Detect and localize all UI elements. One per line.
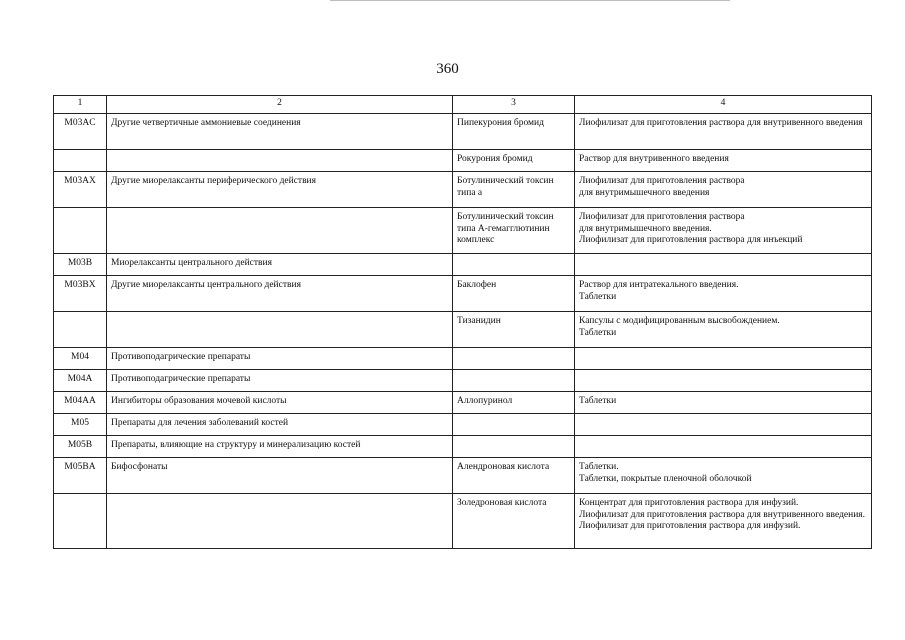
group-name-cell: Препараты для лечения заболеваний костей xyxy=(107,414,453,436)
atc-code-cell: M05BA xyxy=(54,458,107,494)
drug-name-cell: Ботулинический токсин типа А-гемагглютинин комплекс xyxy=(453,208,575,254)
drug-name-cell xyxy=(453,436,575,458)
header-cell-2: 2 xyxy=(107,96,453,114)
drug-name-cell: Ботулинический токсин типа а xyxy=(453,172,575,208)
drug-name-cell xyxy=(453,254,575,276)
table-row xyxy=(54,150,872,172)
drug-name-cell: Пипекурония бромид xyxy=(453,114,575,150)
dosage-form-line: Таблетки. xyxy=(579,462,619,472)
group-name-cell: Противоподагрические препараты xyxy=(107,348,453,370)
atc-code-cell: M04 xyxy=(54,348,107,370)
atc-code-cell xyxy=(54,312,107,348)
atc-code-cell: M04A xyxy=(54,370,107,392)
atc-code-cell: M05B xyxy=(54,436,107,458)
group-name-cell: Миорелаксанты центрального действия xyxy=(107,254,453,276)
table-row xyxy=(54,276,872,312)
table-row xyxy=(54,348,872,370)
group-name-cell: Другие четвертичные аммониевые соединения xyxy=(107,114,453,150)
dosage-form-line: для внутримышечного введения. xyxy=(579,223,712,234)
table-row xyxy=(54,370,872,392)
drug-table xyxy=(53,95,872,549)
dosage-form-line: Лиофилизат для приготовления раствора для внутривенного введения. xyxy=(579,509,866,520)
dosage-form-cell xyxy=(575,312,872,348)
drug-name-cell: Тизанидин xyxy=(453,312,575,348)
atc-code-cell: M05 xyxy=(54,414,107,436)
drug-name-cell: Аллопуринол xyxy=(453,392,575,414)
dosage-form-cell xyxy=(575,254,872,276)
atc-code-cell: M04AA xyxy=(54,392,107,414)
atc-code-cell: M03BX xyxy=(54,276,107,312)
dosage-form-cell xyxy=(575,414,872,436)
dosage-form-cell xyxy=(575,370,872,392)
dosage-form-cell xyxy=(575,392,872,414)
dosage-form-cell xyxy=(575,494,872,549)
dosage-form-line: Лиофилизат для приготовления раствора для инъекций xyxy=(579,235,803,245)
drug-name-cell: Рокурония бромид xyxy=(453,150,575,172)
dosage-form-line: Таблетки xyxy=(579,396,617,406)
drug-name-cell xyxy=(453,414,575,436)
drug-name-cell: Алендроновая кислота xyxy=(453,458,575,494)
dosage-form-line: Лиофилизат для приготовления раствора для внутривенного введения xyxy=(579,118,863,128)
dosage-form-line: Капсулы с модифицированным высвобождением. xyxy=(579,316,780,326)
group-name-cell xyxy=(107,312,453,348)
group-name-cell: Ингибиторы образования мочевой кислоты xyxy=(107,392,453,414)
table-row xyxy=(54,114,872,150)
atc-code-cell: M03B xyxy=(54,254,107,276)
dosage-form-line: Лиофилизат для приготовления раствора xyxy=(579,176,745,186)
dosage-form-line: Раствор для внутривенного введения xyxy=(579,154,729,164)
dosage-form-cell xyxy=(575,150,872,172)
dosage-form-cell xyxy=(575,172,872,208)
header-row xyxy=(54,96,872,114)
table-row xyxy=(54,172,872,208)
dosage-form-line: Лиофилизат для приготовления раствора xyxy=(579,212,745,222)
dosage-form-line: Таблетки xyxy=(579,327,617,338)
atc-code-cell xyxy=(54,150,107,172)
group-name-cell: Противоподагрические препараты xyxy=(107,370,453,392)
group-name-cell xyxy=(107,494,453,549)
table-row xyxy=(54,392,872,414)
table-row xyxy=(54,414,872,436)
dosage-form-line: Таблетки xyxy=(579,291,617,302)
header-cell-4: 4 xyxy=(575,96,872,114)
drug-name-cell xyxy=(453,348,575,370)
table-row xyxy=(54,312,872,348)
group-name-cell xyxy=(107,150,453,172)
atc-code-cell: M03AC xyxy=(54,114,107,150)
group-name-cell: Бифосфонаты xyxy=(107,458,453,494)
dosage-form-line: для внутримышечного введения xyxy=(579,187,710,198)
dosage-form-line: Концентрат для приготовления раствора для инфузий. xyxy=(579,498,799,508)
table-body xyxy=(54,96,872,549)
table-row xyxy=(54,458,872,494)
table-row xyxy=(54,254,872,276)
group-name-cell xyxy=(107,208,453,254)
dosage-form-cell xyxy=(575,276,872,312)
atc-code-cell: M03AX xyxy=(54,172,107,208)
dosage-form-cell xyxy=(575,114,872,150)
group-name-cell: Другие миорелаксанты периферического действия xyxy=(107,172,453,208)
table-row xyxy=(54,494,872,549)
header-cell-1: 1 xyxy=(54,96,107,114)
atc-code-cell xyxy=(54,208,107,254)
dosage-form-line: Лиофилизат для приготовления раствора для инфузий. xyxy=(579,521,801,531)
drug-name-cell: Золедроновая кислота xyxy=(453,494,575,549)
header-cell-3: 3 xyxy=(453,96,575,114)
dosage-form-cell xyxy=(575,458,872,494)
dosage-form-line: Раствор для интратекального введения. xyxy=(579,280,739,290)
dosage-form-cell xyxy=(575,208,872,254)
table-row xyxy=(54,208,872,254)
dosage-form-line: Таблетки, покрытые пленочной оболочкой xyxy=(579,473,752,484)
drug-name-cell: Баклофен xyxy=(453,276,575,312)
page-number: 360 xyxy=(436,61,459,77)
drug-name-cell xyxy=(453,370,575,392)
top-rule xyxy=(330,0,730,1)
dosage-form-cell xyxy=(575,436,872,458)
dosage-form-cell xyxy=(575,348,872,370)
atc-code-cell xyxy=(54,494,107,549)
table-row xyxy=(54,436,872,458)
group-name-cell: Другие миорелаксанты центрального действия xyxy=(107,276,453,312)
group-name-cell: Препараты, влияющие на структуру и минерализацию костей xyxy=(107,436,453,458)
